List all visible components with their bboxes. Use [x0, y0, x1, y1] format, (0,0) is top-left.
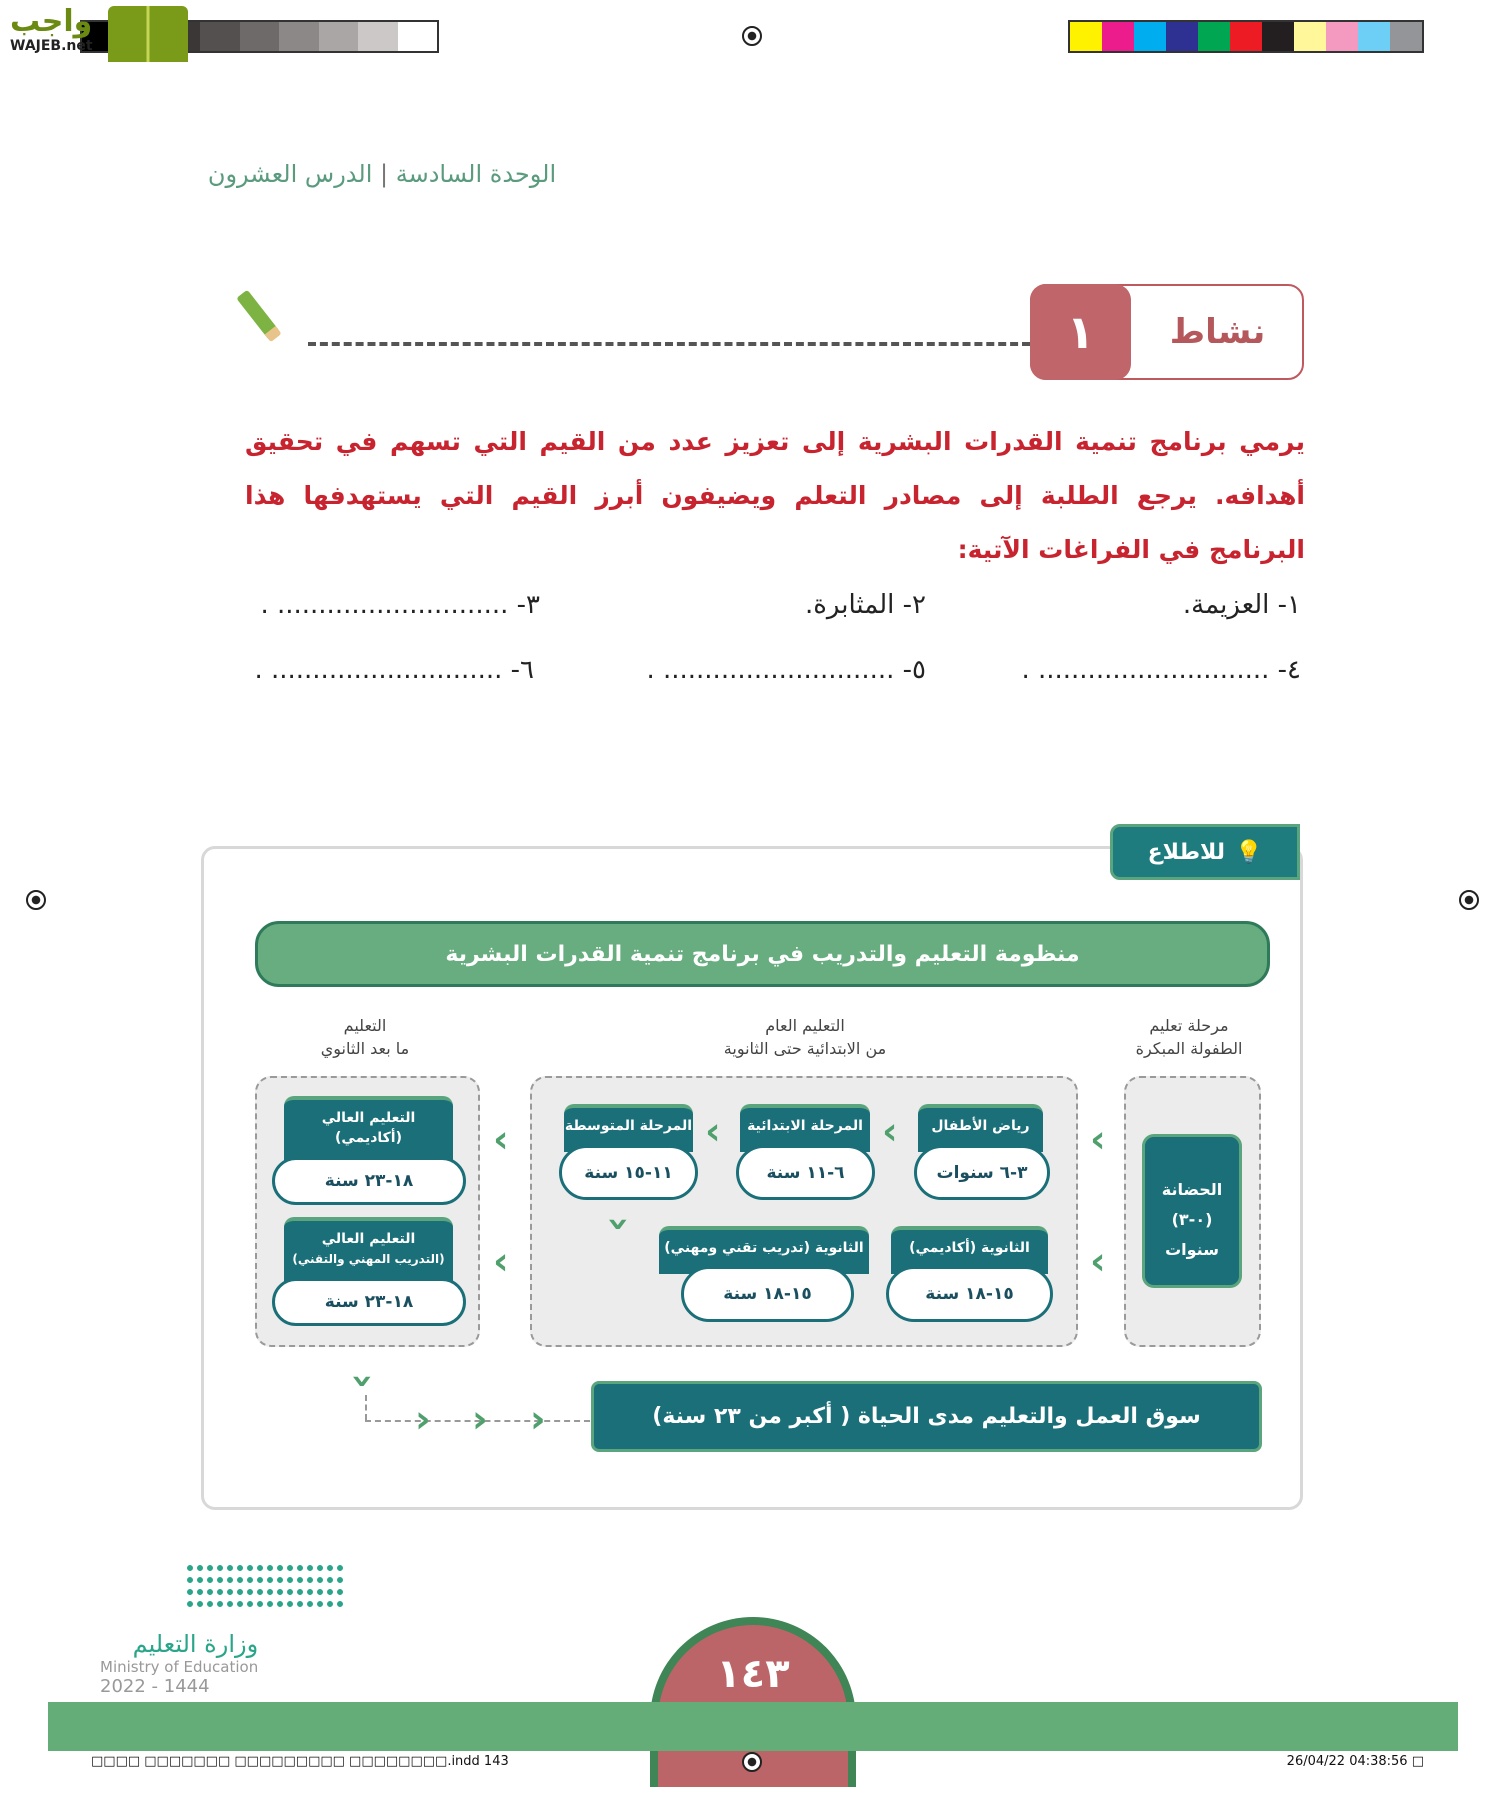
gray-swatch [398, 22, 437, 51]
registration-mark-icon [742, 26, 762, 46]
lightbulb-book-icon: 💡 [1235, 839, 1263, 865]
chevron-left-icon: ‹ [493, 1117, 509, 1161]
higher-technical-age: ١٨-٢٣ سنة [272, 1278, 466, 1326]
answer-item-2: ٢- المثابرة. [804, 590, 926, 620]
answer-item-5[interactable]: ٥- ............................ . [646, 655, 926, 685]
activity-number: ١ [1030, 284, 1131, 380]
gray-swatch [279, 22, 318, 51]
answer-item-4[interactable]: ٤- ............................ . [1021, 655, 1301, 685]
labor-market-box: سوق العمل والتعليم مدى الحياة ( أكبر من ٢٣ سنة) [591, 1381, 1262, 1452]
slug-filename: □□□□ □□□□□□□ □□□□□□□□□ □□□□□□□□.indd 143 [91, 1754, 509, 1769]
kg-title: رياض الأطفال [918, 1104, 1043, 1152]
secondary-academic-age: ١٥-١٨ سنة [886, 1266, 1053, 1322]
kg-age: ٣-٦ سنوات [914, 1145, 1050, 1200]
pencil-icon [236, 290, 282, 343]
registration-mark-icon [1459, 890, 1479, 910]
process-swatch [1230, 22, 1262, 51]
answer-item-3[interactable]: ٣- ............................ . [260, 590, 540, 620]
gray-swatch [240, 22, 279, 51]
secondary-technical-title: الثانوية (تدريب تقني ومهني) [659, 1226, 869, 1274]
higher-academic-title: التعليم العالي (أكاديمي) [284, 1096, 453, 1162]
primary-title: المرحلة الابتدائية [740, 1104, 870, 1152]
chevron-right-icon: › [530, 1397, 546, 1441]
secondary-academic-title: الثانوية (أكاديمي) [891, 1226, 1048, 1274]
connector-line [365, 1395, 367, 1420]
gray-swatch [200, 22, 239, 51]
dashed-divider [308, 342, 1030, 346]
primary-age: ٦-١١ سنة [736, 1145, 875, 1200]
middle-age: ١١-١٥ سنة [559, 1145, 698, 1200]
breadcrumb: الوحدة السادسة | الدرس العشرون [207, 160, 557, 188]
process-swatch [1358, 22, 1390, 51]
process-swatch [1198, 22, 1230, 51]
chevron-left-icon: ‹ [705, 1109, 721, 1153]
registration-mark-icon [26, 890, 46, 910]
nursery-card: الحضانة (٠-٣) سنوات [1142, 1134, 1242, 1288]
wajeb-logo: واجب WAJEB.net [10, 4, 93, 54]
chevron-left-icon: ‹ [882, 1109, 898, 1153]
chevron-left-icon: ‹ [493, 1239, 509, 1283]
process-swatch [1070, 22, 1102, 51]
chevron-down-icon: ‹ [337, 1373, 382, 1389]
process-swatch [1294, 22, 1326, 51]
middle-title: المرحلة المتوسطة [564, 1104, 693, 1152]
chevron-down-icon: ‹ [593, 1216, 638, 1232]
process-swatch [1166, 22, 1198, 51]
process-swatch [1326, 22, 1358, 51]
chevron-right-icon: › [415, 1397, 431, 1441]
answer-item-1: ١- العزيمة. [1182, 590, 1301, 620]
chevron-left-icon: ‹ [1090, 1239, 1106, 1283]
book-logo-icon [108, 6, 188, 62]
diagram-title: منظومة التعليم والتدريب في برنامج تنمية القدرات البشرية [255, 921, 1270, 987]
ministry-name: وزارة التعليم Ministry of Education 2022 - 1444 [100, 1630, 259, 1697]
higher-technical-title: التعليم العالي (التدريب المهني والتقني) [284, 1217, 453, 1283]
process-color-bar [1068, 20, 1424, 53]
activity-instructions: يرمي برنامج تنمية القدرات البشرية إلى تعزيز عدد من القيم التي تسهم في تحقيق أهدافه. يرجع الطلبة إلى مصادر التعلم ويضيفون أبرز القيم التي يستهدفها هذا البرنامج في الفراغات الآتية: [245, 427, 1305, 564]
info-tab: 💡 للاطلاع [1110, 824, 1300, 880]
answer-item-6[interactable]: ٦- ............................ . [254, 655, 534, 685]
gray-swatch [319, 22, 358, 51]
column-heading-higher: التعليم ما بعد الثانوي [320, 1016, 410, 1058]
secondary-technical-age: ١٥-١٨ سنة [681, 1266, 854, 1322]
gray-swatch [358, 22, 397, 51]
activity-label: نشاط [1169, 312, 1266, 352]
process-swatch [1262, 22, 1294, 51]
page-number: ١٤٣ [650, 1617, 856, 1787]
process-swatch [1390, 22, 1422, 51]
higher-academic-age: ١٨-٢٣ سنة [272, 1157, 466, 1205]
chevron-left-icon: ‹ [1090, 1117, 1106, 1161]
slug-timestamp: 26/04/22 04:38:56 □ [1286, 1754, 1424, 1769]
column-heading-early: مرحلة تعليم الطفولة المبكرة [1135, 1016, 1243, 1058]
process-swatch [1102, 22, 1134, 51]
chevron-right-icon: › [472, 1397, 488, 1441]
footer-band [48, 1702, 1458, 1751]
registration-mark-icon [742, 1752, 762, 1772]
column-heading-general: التعليم العام من الابتدائية حتى الثانوية [723, 1016, 887, 1058]
ministry-logo-dots-icon [185, 1562, 345, 1608]
process-swatch [1134, 22, 1166, 51]
